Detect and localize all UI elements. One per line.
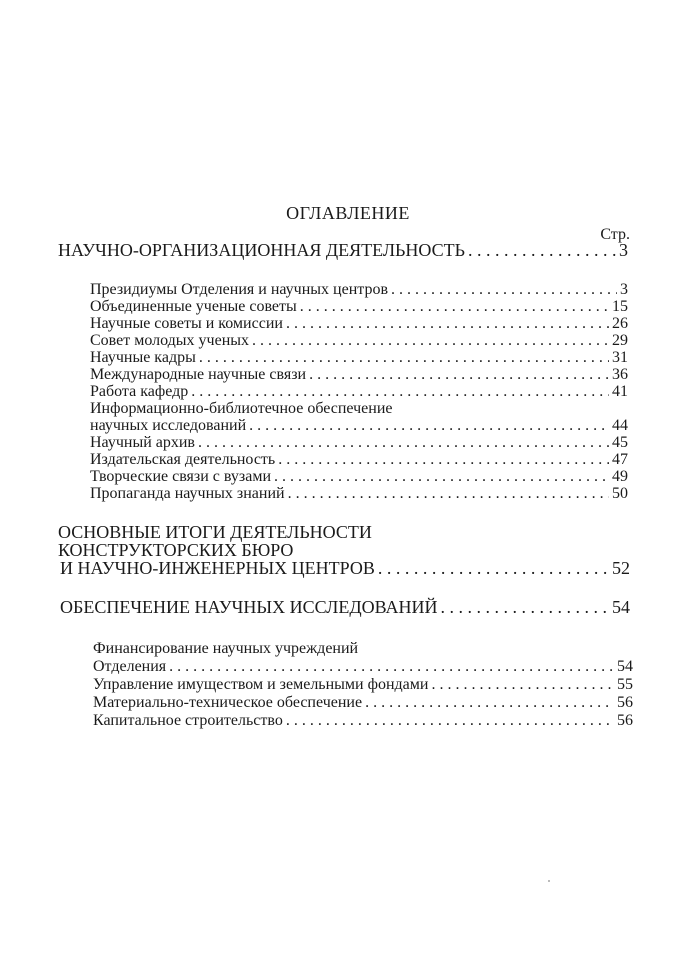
- dot-leader: [365, 694, 614, 712]
- toc-item[interactable]: [90, 281, 628, 299]
- toc-item[interactable]: [90, 298, 628, 316]
- page-number: 29: [612, 332, 628, 349]
- section-title-line2: КОНСТРУКТОРСКИХ БЮРО: [58, 540, 294, 560]
- dot-leader: [274, 468, 609, 486]
- item-label: Совет молодых ученых: [90, 332, 250, 349]
- item-label-line1: Финансирование научных учреждений: [93, 640, 359, 657]
- item-label: Творческие связи с вузами: [90, 468, 272, 485]
- page-number: 52: [612, 558, 630, 578]
- page-column-header: Стр.: [600, 226, 630, 243]
- dot-leader: [191, 383, 609, 401]
- item-label: Международные научные связи: [90, 366, 307, 383]
- section-title: НАУЧНО-ОРГАНИЗАЦИОННАЯ ДЕЯТЕЛЬНОСТЬ: [58, 240, 465, 260]
- page-number: 45: [612, 434, 628, 451]
- item-label-line1: Информационно-библиотечное обеспечение: [90, 400, 393, 417]
- section-title: ОБЕСПЕЧЕНИЕ НАУЧНЫХ ИССЛЕДОВАНИЙ: [60, 597, 438, 617]
- dot-leader: [391, 281, 617, 299]
- dot-leader: [198, 434, 609, 452]
- dot-leader: [288, 485, 609, 503]
- dot-leader: [252, 332, 609, 350]
- toc-item[interactable]: [93, 658, 633, 676]
- toc-item[interactable]: [93, 694, 633, 712]
- dot-leader: [286, 712, 614, 730]
- dot-leader: [440, 597, 609, 618]
- item-label: Пропаганда научных знаний: [90, 485, 285, 502]
- dot-leader: [309, 366, 609, 384]
- page-number: 3: [619, 240, 628, 260]
- toc-item[interactable]: [90, 315, 628, 333]
- dot-leader: [431, 676, 614, 694]
- item-label: Капитальное строительство: [93, 712, 283, 729]
- toc-section-3[interactable]: [60, 597, 630, 618]
- dot-leader: [468, 240, 616, 261]
- item-label: Работа кафедр: [90, 383, 189, 400]
- page-number: 54: [612, 597, 630, 617]
- section-title: И НАУЧНО-ИНЖЕНЕРНЫХ ЦЕНТРОВ: [60, 558, 375, 578]
- item-label: Отделения: [93, 658, 167, 675]
- toc-item[interactable]: [90, 366, 628, 384]
- toc-item[interactable]: [90, 349, 628, 367]
- page-number: 50: [612, 485, 628, 502]
- dot-leader: [300, 298, 609, 316]
- toc-item[interactable]: [90, 383, 628, 401]
- toc-item[interactable]: [90, 485, 628, 503]
- toc-item[interactable]: [90, 468, 628, 486]
- page-number: 55: [617, 676, 633, 693]
- item-label: научных исследований: [90, 417, 247, 434]
- page-number: 54: [617, 658, 633, 675]
- dot-leader: [199, 349, 609, 367]
- page-number: 36: [612, 366, 628, 383]
- page-number: 41: [612, 383, 628, 400]
- page-number: 31: [612, 349, 628, 366]
- dot-leader: [278, 451, 609, 469]
- item-label: Президиумы Отделения и научных центров: [90, 281, 388, 298]
- toc-item[interactable]: [90, 434, 628, 452]
- item-label: Объединенные ученые советы: [90, 298, 297, 315]
- toc-section-2[interactable]: [60, 558, 630, 579]
- item-label: Издательская деятельность: [90, 451, 276, 468]
- toc-item[interactable]: [93, 676, 633, 694]
- item-label: Материально-техническое обеспечение: [93, 694, 363, 711]
- item-label: Научные советы и комиссии: [90, 315, 283, 332]
- toc-item[interactable]: [90, 417, 628, 435]
- toc-item[interactable]: [90, 451, 628, 469]
- dot-leader: [169, 658, 614, 676]
- page-number: 56: [617, 712, 633, 729]
- page-number: 15: [612, 298, 628, 315]
- page-number: 3: [620, 281, 628, 298]
- item-label: Научный архив: [90, 434, 195, 451]
- page-number: 47: [612, 451, 628, 468]
- item-label: Научные кадры: [90, 349, 196, 366]
- page-number: 44: [612, 417, 628, 434]
- item-label: Управление имуществом и земельными фондами: [93, 676, 429, 693]
- dot-leader: [249, 417, 609, 435]
- page-number: 56: [617, 694, 633, 711]
- toc-item[interactable]: [93, 712, 633, 730]
- toc-item[interactable]: [90, 332, 628, 350]
- dot-leader: [286, 315, 609, 333]
- page-number: 49: [612, 468, 628, 485]
- section-title-line1: ОСНОВНЫЕ ИТОГИ ДЕЯТЕЛЬНОСТИ: [58, 522, 372, 542]
- dot-leader: [378, 558, 609, 579]
- scan-speck: [548, 880, 550, 882]
- toc-title: ОГЛАВЛЕНИЕ: [286, 203, 410, 223]
- toc-section-1[interactable]: [58, 240, 628, 261]
- page-number: 26: [612, 315, 628, 332]
